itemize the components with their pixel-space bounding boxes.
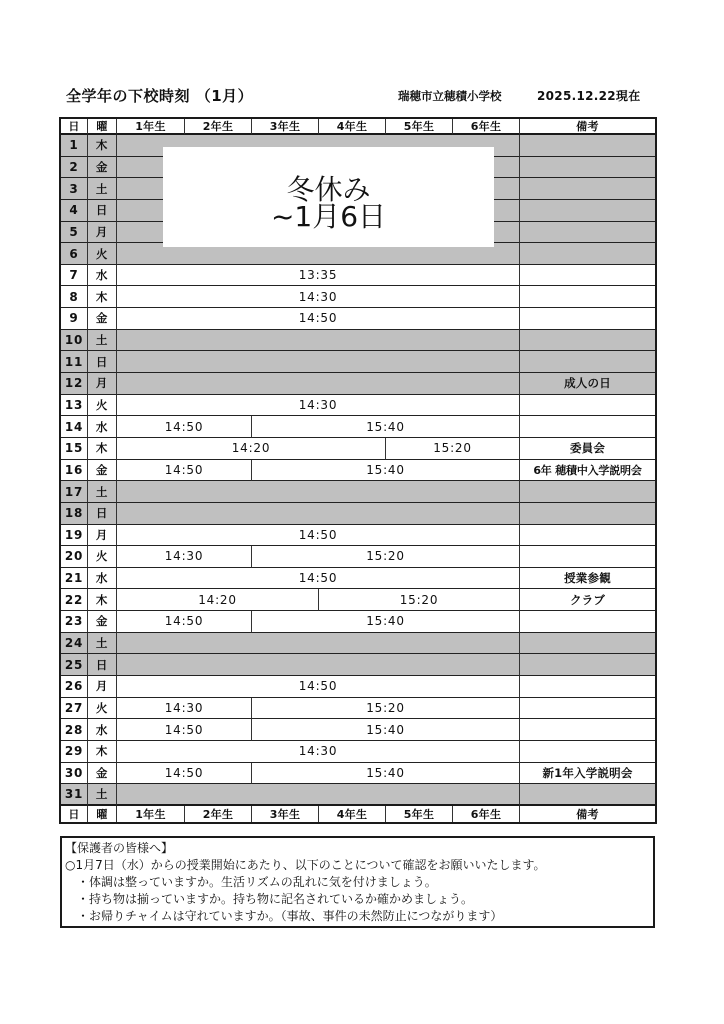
remarks — [520, 676, 655, 698]
day-number: 6 — [61, 243, 88, 265]
column-header: 6年生 — [453, 119, 520, 135]
dismissal-time: 14:30 — [117, 286, 520, 308]
footer-column-header: 日 — [61, 806, 88, 822]
remarks — [520, 135, 655, 157]
dismissal-time: 15:20 — [319, 589, 520, 611]
no-school-cell — [117, 330, 520, 352]
column-header: 曜 — [88, 119, 117, 135]
remarks — [520, 719, 655, 741]
weekday: 水 — [88, 265, 117, 287]
day-number: 10 — [61, 330, 88, 352]
day-number: 30 — [61, 763, 88, 785]
weekday: 水 — [88, 416, 117, 438]
notice-item-chime: ・お帰りチャイムは守れていますか。（事故、事件の未然防止につながります） — [77, 909, 503, 923]
remarks — [520, 178, 655, 200]
day-number: 28 — [61, 719, 88, 741]
weekday: 日 — [88, 200, 117, 222]
column-header: 日 — [61, 119, 88, 135]
day-number: 11 — [61, 351, 88, 373]
day-number: 27 — [61, 698, 88, 720]
weekday: 木 — [88, 438, 117, 460]
weekday: 日 — [88, 654, 117, 676]
remarks — [520, 525, 655, 547]
remarks — [520, 633, 655, 655]
dismissal-time: 14:20 — [117, 438, 386, 460]
footer-column-header: 3年生 — [252, 806, 319, 822]
remarks — [520, 784, 655, 806]
dismissal-time: 15:20 — [386, 438, 520, 460]
remarks — [520, 481, 655, 503]
weekday: 金 — [88, 308, 117, 330]
school-name: 瑞穂市立穂積小学校 — [398, 89, 502, 103]
weekday: 金 — [88, 611, 117, 633]
footer-column-header: 4年生 — [319, 806, 386, 822]
no-school-cell — [117, 481, 520, 503]
dismissal-time: 14:30 — [117, 698, 252, 720]
dismissal-time: 15:20 — [252, 698, 520, 720]
weekday: 火 — [88, 395, 117, 417]
remarks — [520, 416, 655, 438]
day-number: 15 — [61, 438, 88, 460]
day-number: 3 — [61, 178, 88, 200]
column-header: 3年生 — [252, 119, 319, 135]
remarks — [520, 503, 655, 525]
dismissal-time: 13:35 — [117, 265, 520, 287]
weekday: 月 — [88, 222, 117, 244]
weekday: 土 — [88, 178, 117, 200]
as-of-date: 2025.12.22現在 — [537, 89, 641, 103]
day-number: 16 — [61, 460, 88, 482]
weekday: 木 — [88, 135, 117, 157]
footer-column-header: 備考 — [576, 807, 599, 821]
dismissal-time: 15:40 — [252, 763, 520, 785]
weekday: 木 — [88, 741, 117, 763]
weekday: 木 — [88, 286, 117, 308]
remarks: 6年 穂積中入学説明会 — [520, 460, 655, 482]
notice-intro: ○1月7日（水）からの授業開始にあたり、以下のことについて確認をお願いいたします。 — [65, 858, 546, 872]
weekday: 土 — [88, 330, 117, 352]
weekday: 木 — [88, 589, 117, 611]
dismissal-time: 14:50 — [117, 763, 252, 785]
day-number: 13 — [61, 395, 88, 417]
remarks — [520, 265, 655, 287]
no-school-cell — [117, 503, 520, 525]
weekday: 月 — [88, 525, 117, 547]
dismissal-time: 14:30 — [117, 395, 520, 417]
remarks: 新1年入学説明会 — [520, 763, 655, 785]
winter-break-title: 冬休み — [286, 173, 371, 206]
no-school-cell — [117, 373, 520, 395]
remarks: クラブ — [520, 589, 655, 611]
dismissal-time: 15:40 — [252, 416, 520, 438]
notice-item-health: ・体調は整っていますか。生活リズムの乱れに気を付けましょう。 — [77, 875, 437, 889]
day-number: 17 — [61, 481, 88, 503]
day-number: 26 — [61, 676, 88, 698]
page-title: 全学年の下校時刻 （1月） — [66, 87, 254, 105]
notice-heading: 【保護者の皆様へ】 — [65, 841, 174, 855]
column-header: 4年生 — [319, 119, 386, 135]
column-header: 5年生 — [386, 119, 453, 135]
column-header: 2年生 — [185, 119, 252, 135]
footer-column-header: 2年生 — [185, 806, 252, 822]
weekday: 火 — [88, 698, 117, 720]
weekday: 日 — [88, 503, 117, 525]
day-number: 12 — [61, 373, 88, 395]
column-header: 備考 — [520, 119, 655, 135]
dismissal-time: 14:30 — [117, 546, 252, 568]
dismissal-time: 15:40 — [252, 611, 520, 633]
weekday: 月 — [88, 676, 117, 698]
remarks: 授業参観 — [520, 568, 655, 590]
remarks — [520, 157, 655, 179]
remarks — [520, 351, 655, 373]
day-number: 24 — [61, 633, 88, 655]
no-school-cell — [117, 633, 520, 655]
weekday: 土 — [88, 481, 117, 503]
weekday: 火 — [88, 546, 117, 568]
dismissal-time: 14:50 — [117, 719, 252, 741]
day-number: 21 — [61, 568, 88, 590]
day-number: 20 — [61, 546, 88, 568]
dismissal-time: 15:20 — [252, 546, 520, 568]
weekday: 金 — [88, 157, 117, 179]
day-number: 31 — [61, 784, 88, 806]
day-number: 7 — [61, 265, 88, 287]
day-number: 29 — [61, 741, 88, 763]
dismissal-time: 15:40 — [252, 460, 520, 482]
parent-notice-box — [60, 836, 655, 928]
weekday: 金 — [88, 460, 117, 482]
no-school-cell — [117, 351, 520, 373]
day-number: 23 — [61, 611, 88, 633]
day-number: 25 — [61, 654, 88, 676]
remarks — [520, 243, 655, 265]
day-number: 2 — [61, 157, 88, 179]
winter-break-banner — [163, 147, 494, 247]
dismissal-time: 14:50 — [117, 611, 252, 633]
day-number: 9 — [61, 308, 88, 330]
dismissal-time: 14:50 — [117, 416, 252, 438]
notice-item-belongings: ・持ち物は揃っていますか。持ち物に記名されているか確かめましょう。 — [77, 892, 474, 906]
remarks — [520, 222, 655, 244]
day-number: 1 — [61, 135, 88, 157]
day-number: 5 — [61, 222, 88, 244]
footer-column-header: 6年生 — [453, 806, 520, 822]
dismissal-time: 14:50 — [117, 676, 520, 698]
remarks — [520, 395, 655, 417]
weekday: 月 — [88, 373, 117, 395]
remarks — [520, 698, 655, 720]
weekday: 水 — [88, 568, 117, 590]
dismissal-time: 14:50 — [117, 460, 252, 482]
dismissal-time: 14:50 — [117, 525, 520, 547]
remarks: 成人の日 — [520, 373, 655, 395]
remarks — [520, 286, 655, 308]
footer-column-header: 1年生 — [117, 806, 185, 822]
footer-column-header: 5年生 — [386, 806, 453, 822]
dismissal-time: 14:50 — [117, 568, 520, 590]
day-number: 19 — [61, 525, 88, 547]
remarks — [520, 308, 655, 330]
remarks — [520, 741, 655, 763]
remarks — [520, 654, 655, 676]
footer-column-header: 曜 — [88, 806, 117, 822]
weekday: 土 — [88, 784, 117, 806]
remarks — [520, 330, 655, 352]
day-number: 4 — [61, 200, 88, 222]
weekday: 火 — [88, 243, 117, 265]
no-school-cell — [117, 784, 520, 806]
column-header: 1年生 — [117, 119, 185, 135]
day-number: 18 — [61, 503, 88, 525]
winter-break-until: ~1月6日 — [270, 200, 387, 233]
remarks — [520, 611, 655, 633]
weekday: 水 — [88, 719, 117, 741]
weekday: 金 — [88, 763, 117, 785]
weekday: 土 — [88, 633, 117, 655]
dismissal-time: 14:20 — [117, 589, 319, 611]
dismissal-time: 15:40 — [252, 719, 520, 741]
remarks — [520, 200, 655, 222]
day-number: 8 — [61, 286, 88, 308]
dismissal-time: 14:30 — [117, 741, 520, 763]
remarks: 委員会 — [520, 438, 655, 460]
day-number: 22 — [61, 589, 88, 611]
remarks — [520, 546, 655, 568]
day-number: 14 — [61, 416, 88, 438]
no-school-cell — [117, 654, 520, 676]
dismissal-time: 14:50 — [117, 308, 520, 330]
weekday: 日 — [88, 351, 117, 373]
